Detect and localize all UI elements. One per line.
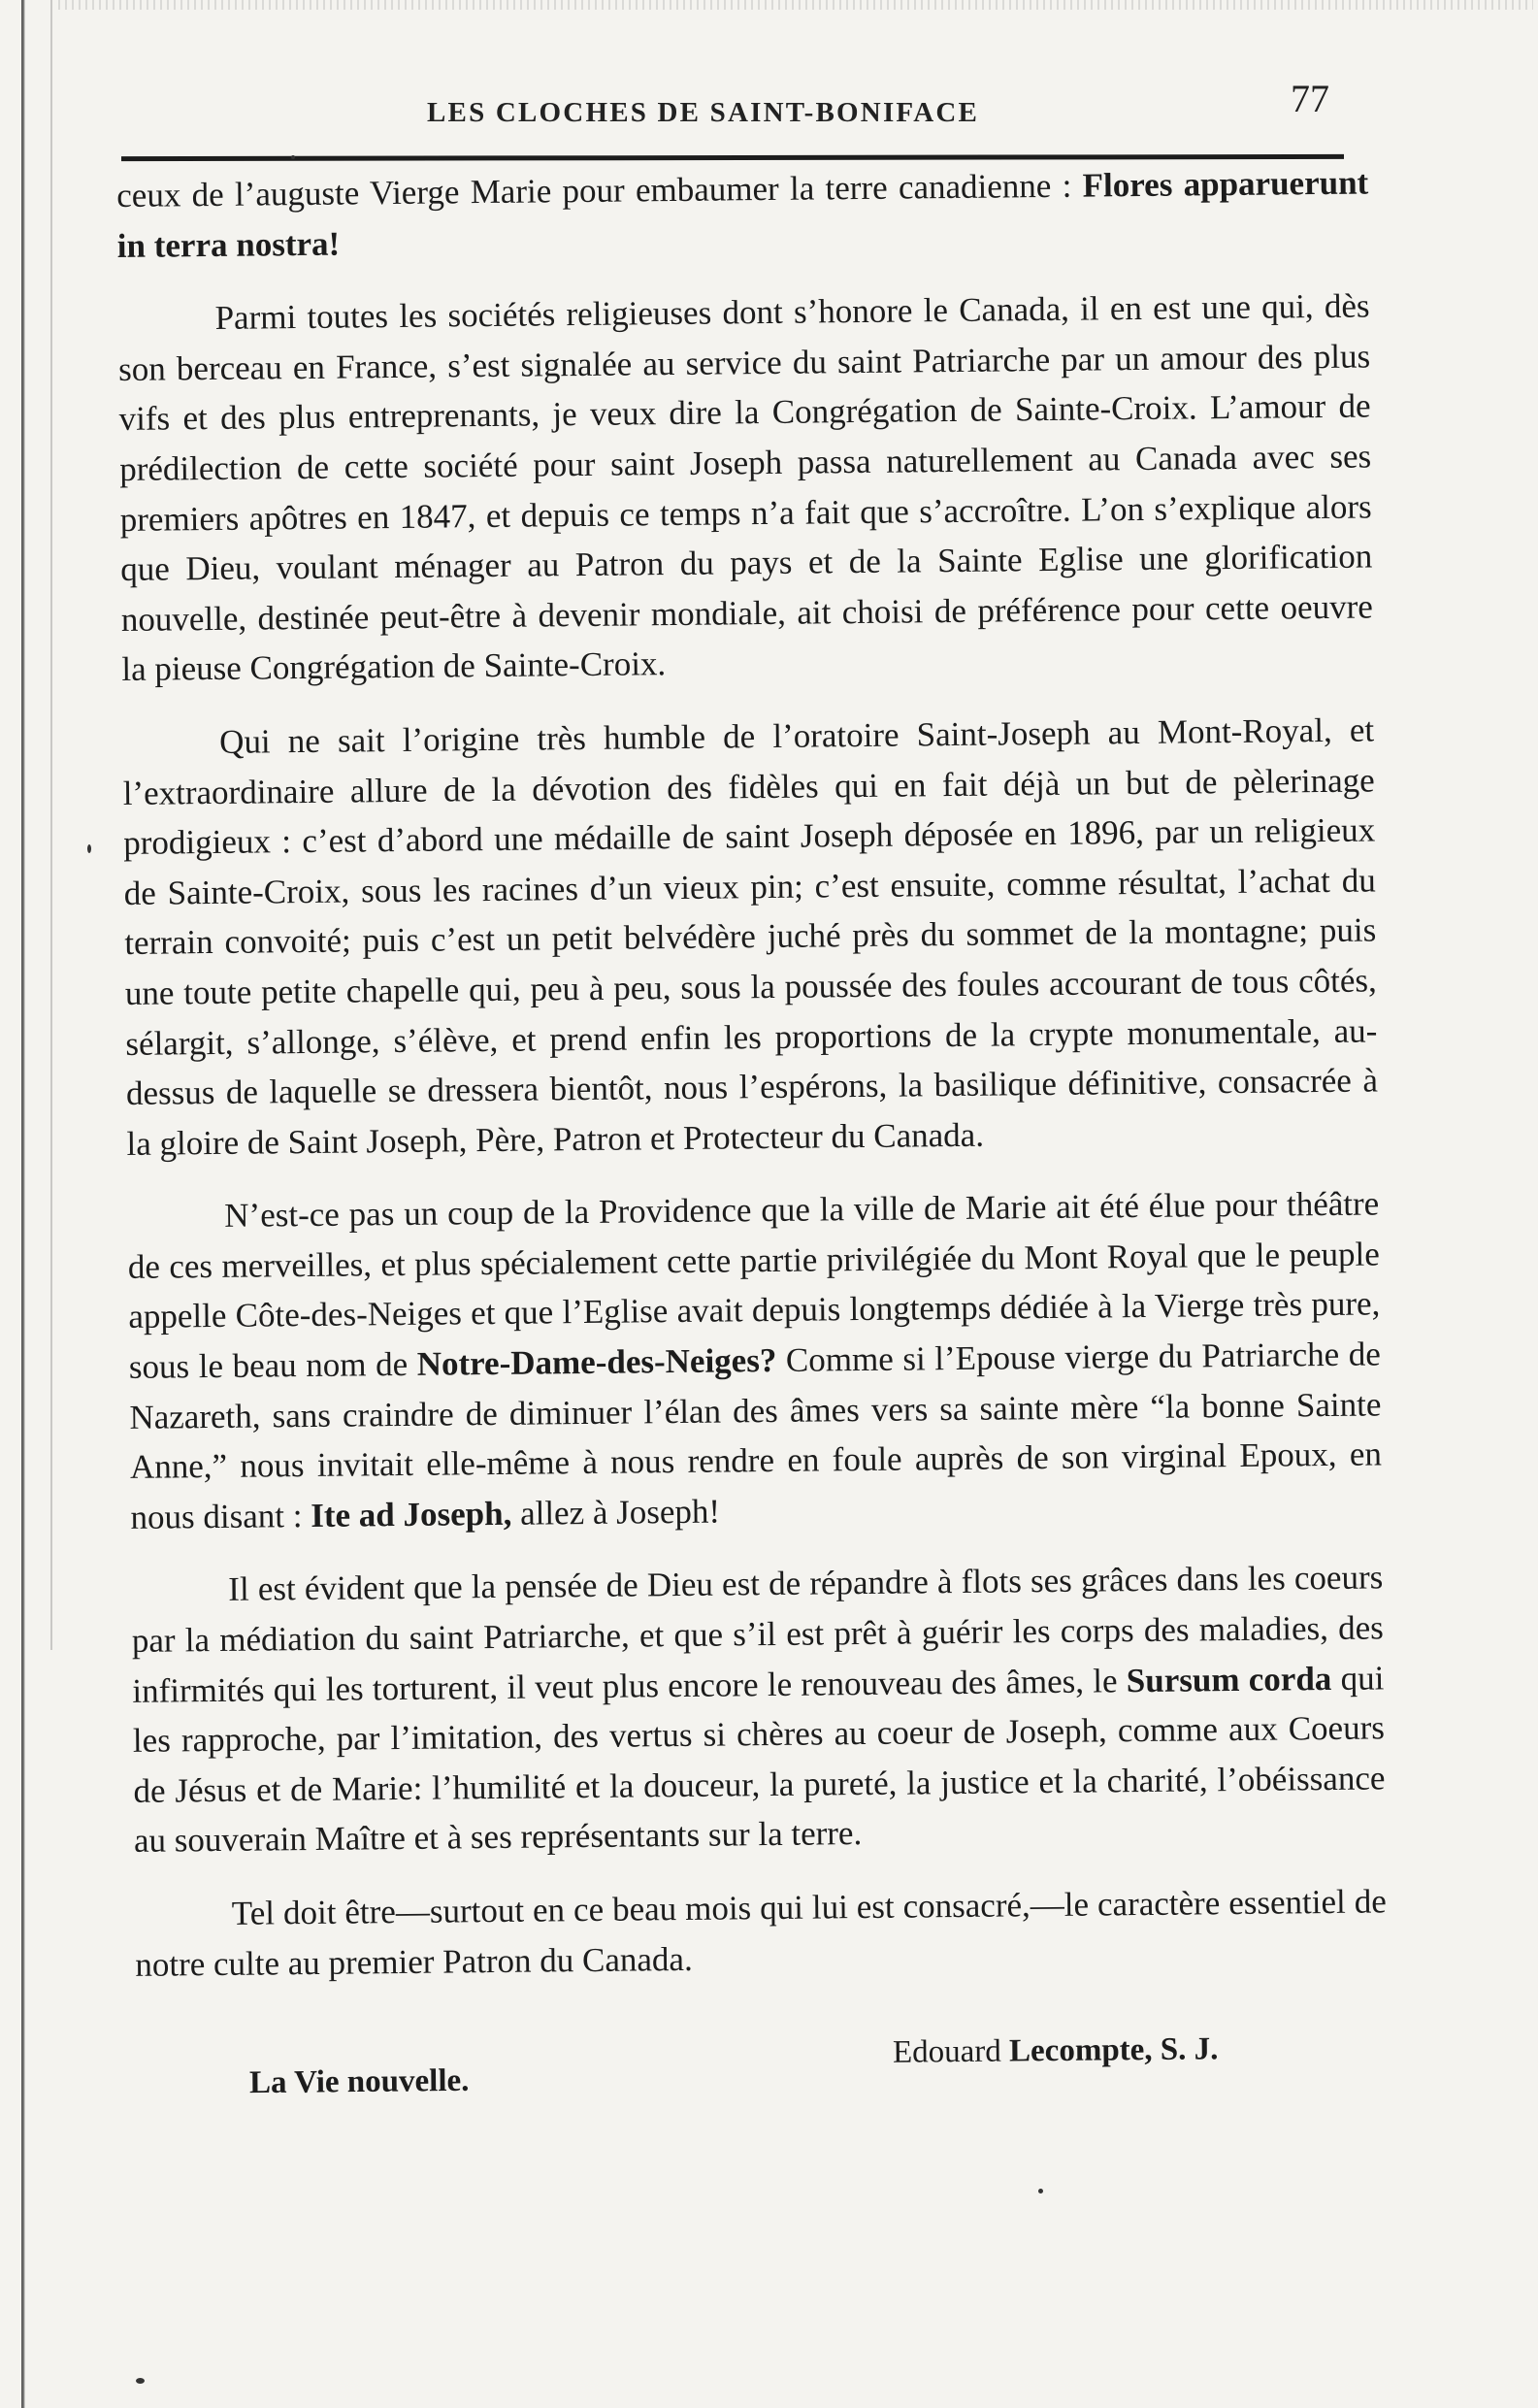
scan-speck xyxy=(291,155,295,159)
paragraph-2: Parmi toutes les sociétés religieuses dont s’honore le Canada, il en est une qui, dès son berceau en France, s’est signalée au service du saint Patriarche par un amour des plus vifs et des plus entreprenants, je veux dire la Congrégation de Sainte-Croix. L’amour de prédilection de cette société pour saint Joseph passa naturellement au Canada avec ses premiers apôtres en 1847, et depuis ce temps n’a fait que s’accroître. L’on s’explique alors que Dieu, voulant ménager au Patron du pays et de la Sainte Eglise une glorification nouvelle, destinée peut-être à devenir mondiale, ait choisi de préférence pour cette oeuvre la pieuse Congrégation de Sainte-Croix. xyxy=(117,286,1373,689)
paragraph-1: ceux de l’auguste Vierge Marie pour embaumer la terre canadienne : Flores apparuerunt in terra nostra! xyxy=(116,163,1369,265)
notre-dame-name: Notre-Dame-des-Neiges? xyxy=(416,1341,777,1383)
binding-edge-line xyxy=(50,0,52,1650)
scan-speck xyxy=(1038,2189,1043,2194)
scan-speck xyxy=(87,844,91,853)
ite-ad-joseph: Ite ad Joseph, xyxy=(311,1494,512,1534)
page-number: 77 xyxy=(1291,77,1329,120)
binding-edge-shadow xyxy=(21,0,25,2408)
sursum-corda: Sursum corda xyxy=(1126,1659,1332,1699)
paragraph-4: N’est-ce pas un coup de la Providence que la ville de Marie ait été élue pour théâtre de ces merveilles, et plus spécialement cette partie privilégiée du Mont Royal que le peuple appelle Côte-des-Neiges et que l’Eglise avait depuis longtemps dédiée à la Vierge très pure, sous le beau nom de Notre-Dame-des-Neiges? Comme si l’Epouse vierge du Patriarche de Nazareth, sans craindre de diminuer l’élan des âmes vers sa sainte mère “la bonne Sainte Anne,” nous invitait elle-même à nous rendre en foule auprès de son virginal Epoux, en nous disant : Ite ad Joseph, allez à Joseph! xyxy=(127,1184,1383,1536)
latin-quote: Flores apparuerunt in terra nostra! xyxy=(116,163,1369,265)
author-signature: Edouard Lecompte, S. J. xyxy=(892,2031,1219,2070)
paragraph-5: Il est évident que la pensée de Dieu est de répandre à flots ses grâces dans les coeurs par la médiation du saint Patriarche, et que s’il est prêt à guérir les corps des maladies, des infirmités qui les torturent, il veut plus encore le renouveau des âmes, le Sursum corda qui les rapproche, par l’imitation, des vertus si chères au coeur de Joseph, comme aux Coeurs de Jésus et de Marie: l’humilité et la douceur, la pureté, la justice et la charité, l’obéissance au souverain Maître et à ses représentants sur la terre. xyxy=(131,1558,1386,1861)
paragraph-6: Tel doit être—surtout en ce beau mois qui lui est consacré,—le caractère essentiel de notre culte au premier Patron du Canada. xyxy=(135,1882,1387,1984)
scan-noise xyxy=(58,0,1533,10)
scan-speck xyxy=(136,2378,145,2384)
source-credit: La Vie nouvelle. xyxy=(248,2062,470,2101)
running-title: LES CLOCHES DE SAINT-BONIFACE xyxy=(427,97,980,128)
article-body xyxy=(116,157,1388,2013)
paragraph-3: Qui ne sait l’origine très humble de l’oratoire Saint-Joseph au Mont-Royal, et l’extraordinaire allure de la dévotion des fidèles qui en fait déjà un but de pèlerinage prodigieux : c’est d’abord une médaille de saint Joseph déposée en 1896, par un religieux de Sainte-Croix, sous les racines d’un vieux pin; c’est ensuite, comme résultat, l’achat du terrain convoité; puis c’est un petit belvédère juché près du sommet de la montagne; puis une toute petite chapelle qui, peu à peu, sous la poussée des foules accourant de tous côtés, sélargit, s’allonge, s’élève, et prend enfin les proportions de la crypte monumentale, au-dessus de laquelle se dressera bientôt, nous l’espérons, la basilique définitive, consacrée à la gloire de Saint Joseph, Père, Patron et Protecteur du Canada. xyxy=(122,710,1379,1163)
